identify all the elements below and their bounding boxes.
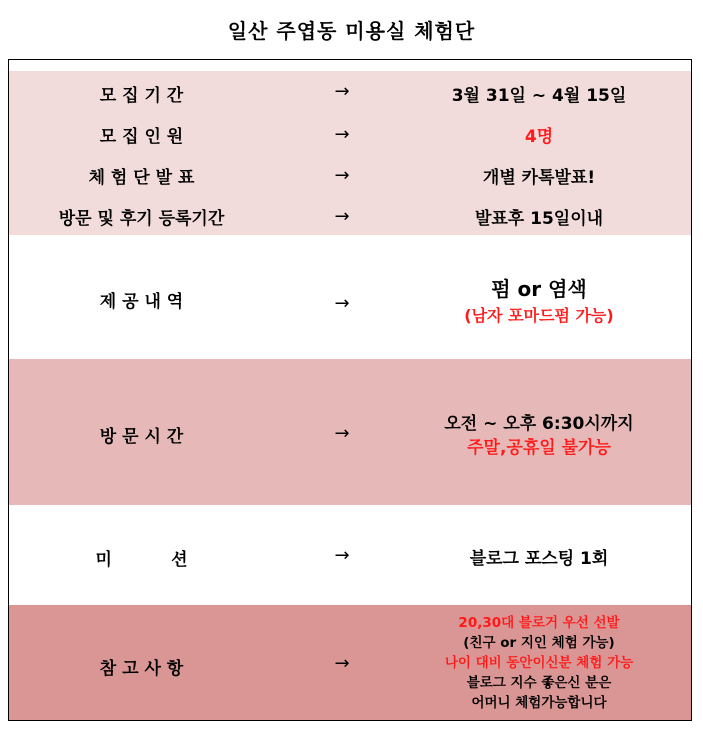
notes-label: 참 고 사 항 — [99, 659, 184, 679]
arrow-icon: → — [334, 124, 350, 145]
row-period — [9, 71, 691, 112]
section-notes — [9, 605, 691, 720]
arrow-icon: → — [334, 206, 350, 227]
visit-review-value: 발표후 15일이내 — [474, 209, 604, 229]
arrow-icon: → — [334, 293, 350, 314]
mission-label: 미 션 — [95, 550, 188, 570]
period-value: 3월 31일 ~ 4월 15일 — [451, 86, 627, 106]
notes-line: 어머니 체험가능합니다 — [471, 695, 607, 711]
row-announce — [9, 153, 691, 194]
section-offer — [9, 235, 691, 359]
row-recruit — [9, 112, 691, 153]
arrow-icon: → — [334, 653, 350, 674]
recruit-value: 4명 — [524, 127, 554, 147]
info-table — [8, 59, 692, 721]
announce-value: 개별 카톡발표! — [482, 168, 596, 188]
arrow-icon: → — [334, 165, 350, 186]
offer-note: (남자 포마드펌 가능) — [464, 306, 614, 325]
recruit-label: 모 집 인 원 — [99, 127, 184, 147]
visit-review-label: 방문 및 후기 등록기간 — [58, 209, 225, 229]
announce-label: 체 험 단 발 표 — [88, 168, 195, 188]
arrow-icon: → — [334, 81, 350, 102]
row-visit-review — [9, 194, 691, 235]
mission-value: 블로그 포스팅 1회 — [469, 549, 609, 569]
period-label: 모 집 기 간 — [99, 86, 184, 106]
offer-label: 제 공 내 역 — [99, 292, 184, 312]
notes-line: 나이 대비 동안이신분 체험 가능 — [444, 655, 634, 671]
notes-line: 20,30대 블로거 우선 선발 — [458, 615, 620, 631]
section-recruitment — [9, 71, 691, 235]
arrow-icon: → — [334, 545, 350, 566]
visit-time-label: 방 문 시 간 — [99, 427, 184, 447]
section-visit-time — [9, 359, 691, 505]
notes-lines — [374, 613, 703, 713]
visit-time-value: 오전 ~ 오후 6:30시까지 — [444, 414, 634, 434]
section-mission — [9, 505, 691, 605]
notes-line: (친구 or 지인 체험 가능) — [463, 635, 615, 651]
visit-time-note: 주말,공휴일 불가능 — [467, 438, 611, 458]
page-title: 일산 주엽동 미용실 체험단 — [227, 19, 476, 43]
offer-value: 펌 or 염색 — [491, 277, 587, 301]
arrow-icon: → — [334, 423, 350, 444]
notes-line: 블로그 지수 좋은신 분은 — [466, 675, 612, 691]
